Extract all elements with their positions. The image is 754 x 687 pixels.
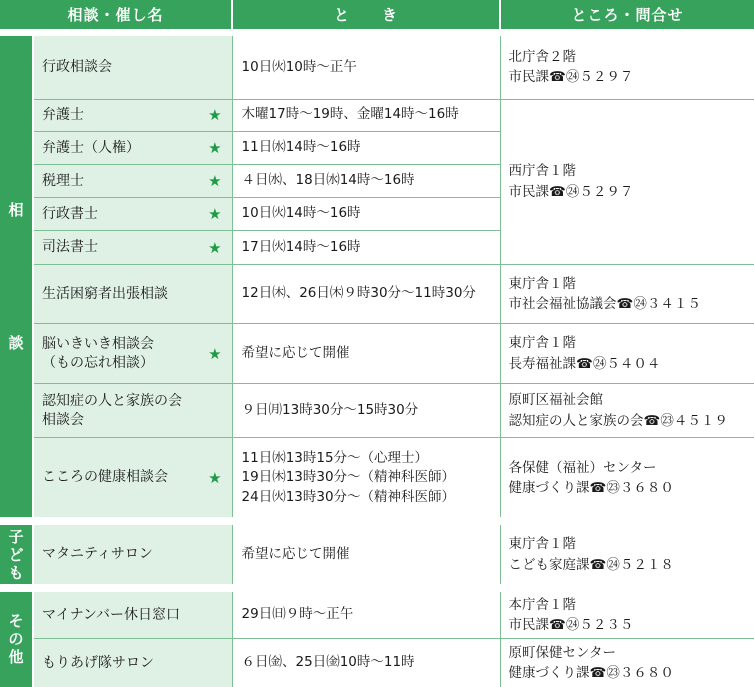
- table-row: [0, 264, 754, 324]
- event-place: [500, 264, 754, 324]
- event-name-cell: [33, 438, 232, 518]
- event-place: [500, 324, 754, 384]
- header-time: と き: [232, 0, 500, 30]
- event-time-line: 10日㈫10時～正午: [241, 58, 357, 75]
- table-row: [0, 525, 754, 585]
- event-name: 脳いきいき相談会: [42, 335, 154, 352]
- event-name: （もの忘れ相談）: [42, 354, 154, 371]
- event-time-line: 12日㈭、26日㈭９時30分～11時30分: [241, 285, 476, 302]
- star-icon: ★: [208, 238, 222, 257]
- header-event: 相談・催し名: [0, 0, 232, 30]
- table-row: [0, 384, 754, 438]
- event-time-line: 10日㈫14時～16時: [241, 205, 361, 222]
- category-char: も: [8, 563, 24, 582]
- event-place-line: 長寿福祉課☎㉔５４０４: [508, 355, 661, 372]
- event-time-line: ９日㈪13時30分～15時30分: [241, 401, 419, 418]
- event-place-line: 東庁舎１階: [508, 536, 577, 553]
- category-char: 他: [8, 648, 24, 667]
- event-time-line: ４日㈬、18日㈬14時～16時: [241, 172, 415, 189]
- event-name: 税理士: [42, 172, 84, 189]
- event-place-line: 健康づくり課☎㉓３６８０: [508, 479, 674, 496]
- event-place-line: 西庁舎１階: [508, 163, 577, 180]
- category-char: 談: [8, 334, 24, 353]
- event-place: [500, 438, 754, 518]
- category-char: ど: [8, 545, 24, 564]
- event-name-cell: [33, 592, 232, 639]
- event-name: 司法書士: [42, 239, 98, 256]
- star-icon: ★: [208, 172, 222, 191]
- category-label: [0, 592, 33, 687]
- table-row: [0, 36, 754, 99]
- event-place-line: 原町区福祉会館: [508, 392, 604, 409]
- event-time: [232, 165, 500, 197]
- event-place-line: 本庁舎１階: [508, 596, 577, 613]
- event-place-line: 市民課☎㉔５２９７: [508, 69, 634, 86]
- star-icon: ★: [208, 205, 222, 224]
- event-time-line: 木曜17時～19時、金曜14時～16時: [241, 106, 459, 123]
- event-time-line: 希望に応じて開催: [241, 545, 350, 562]
- event-place: [500, 592, 754, 639]
- event-name-cell: [33, 165, 232, 197]
- event-name: マタニティサロン: [42, 546, 153, 563]
- event-time: [232, 131, 500, 164]
- event-name: 生活困窮者出張相談: [42, 285, 168, 302]
- event-time: [232, 592, 500, 639]
- event-time: [232, 639, 500, 687]
- star-icon: ★: [208, 468, 222, 487]
- event-name-cell: [33, 264, 232, 324]
- event-time: [232, 525, 500, 585]
- event-place-line: 認知症の人と家族の会☎㉓４５１９: [508, 412, 728, 429]
- event-name-cell: [33, 197, 232, 230]
- event-name: こころの健康相談会: [42, 469, 168, 486]
- event-place: [500, 639, 754, 687]
- event-time-line: 11日㈬14時～16時: [241, 139, 361, 156]
- event-place: [500, 36, 754, 99]
- event-time-line: 17日㈫14時～16時: [241, 238, 361, 255]
- event-time: [232, 438, 500, 518]
- event-time: [232, 99, 500, 131]
- event-time-line: 19日㈭13時30分～（精神科医師）: [241, 469, 456, 486]
- table-row: [0, 639, 754, 687]
- table-row: [0, 592, 754, 639]
- star-icon: ★: [208, 139, 222, 158]
- event-name: 弁護士（人権）: [42, 139, 140, 156]
- event-time-line: 29日㈰９時～正午: [241, 606, 354, 623]
- category-char: そ: [8, 612, 24, 631]
- event-name-cell: [33, 525, 232, 585]
- category-label: [0, 525, 33, 585]
- category-char: 相: [8, 201, 24, 220]
- event-name-cell: [33, 324, 232, 384]
- event-place-line: こども家庭課☎㉔５２１８: [508, 556, 674, 573]
- star-icon: ★: [208, 344, 222, 363]
- event-place-line: 市民課☎㉔５２９７: [508, 183, 634, 200]
- event-place: [500, 384, 754, 438]
- event-place-line: 原町保健センター: [508, 644, 616, 661]
- event-place-line: 北庁舎２階: [508, 49, 577, 66]
- event-name-cell: [33, 131, 232, 164]
- event-name: 行政相談会: [42, 58, 112, 75]
- event-place-line: 健康づくり課☎㉓３６８０: [508, 665, 674, 682]
- event-time: [232, 384, 500, 438]
- event-place: [500, 99, 754, 264]
- star-icon: ★: [208, 106, 222, 125]
- event-time: [232, 264, 500, 324]
- event-time-line: 希望に応じて開催: [241, 344, 350, 361]
- category-label: [0, 36, 33, 517]
- event-name: マイナンバー休日窓口: [42, 606, 181, 623]
- event-name-cell: [33, 99, 232, 131]
- event-time: [232, 36, 500, 99]
- event-name-cell: [33, 231, 232, 264]
- table-row: [0, 438, 754, 518]
- event-name: 行政書士: [42, 205, 98, 222]
- table-row: [0, 99, 754, 131]
- event-name-cell: [33, 639, 232, 687]
- event-name: もりあげ隊サロン: [42, 654, 154, 671]
- event-name-cell: [33, 384, 232, 438]
- event-time: [232, 197, 500, 230]
- event-time: [232, 231, 500, 264]
- category-char: の: [8, 630, 24, 649]
- event-place-line: 市民課☎㉔５２３５: [508, 616, 634, 633]
- event-name: 認知症の人と家族の会: [42, 392, 182, 409]
- category-char: 子: [8, 527, 24, 546]
- event-name: 弁護士: [42, 106, 84, 123]
- event-place-line: 東庁舎１階: [508, 275, 577, 292]
- event-place-line: 市社会福祉協議会☎㉔３４１５: [508, 296, 701, 313]
- header-place: ところ・問合せ: [500, 0, 754, 30]
- event-time-line: 24日㈫13時30分～（精神科医師）: [241, 488, 456, 505]
- event-place-line: 東庁舎１階: [508, 335, 577, 352]
- event-time: [232, 324, 500, 384]
- event-place: [500, 525, 754, 585]
- event-place-line: 各保健（福祉）センター: [508, 459, 657, 476]
- event-time-line: 11日㈬13時15分～（心理士）: [241, 449, 429, 466]
- table-row: [0, 324, 754, 384]
- event-name-cell: [33, 36, 232, 99]
- event-name: 相談会: [42, 411, 84, 428]
- event-time-line: ６日㈮、25日㈮10時～11時: [241, 654, 415, 671]
